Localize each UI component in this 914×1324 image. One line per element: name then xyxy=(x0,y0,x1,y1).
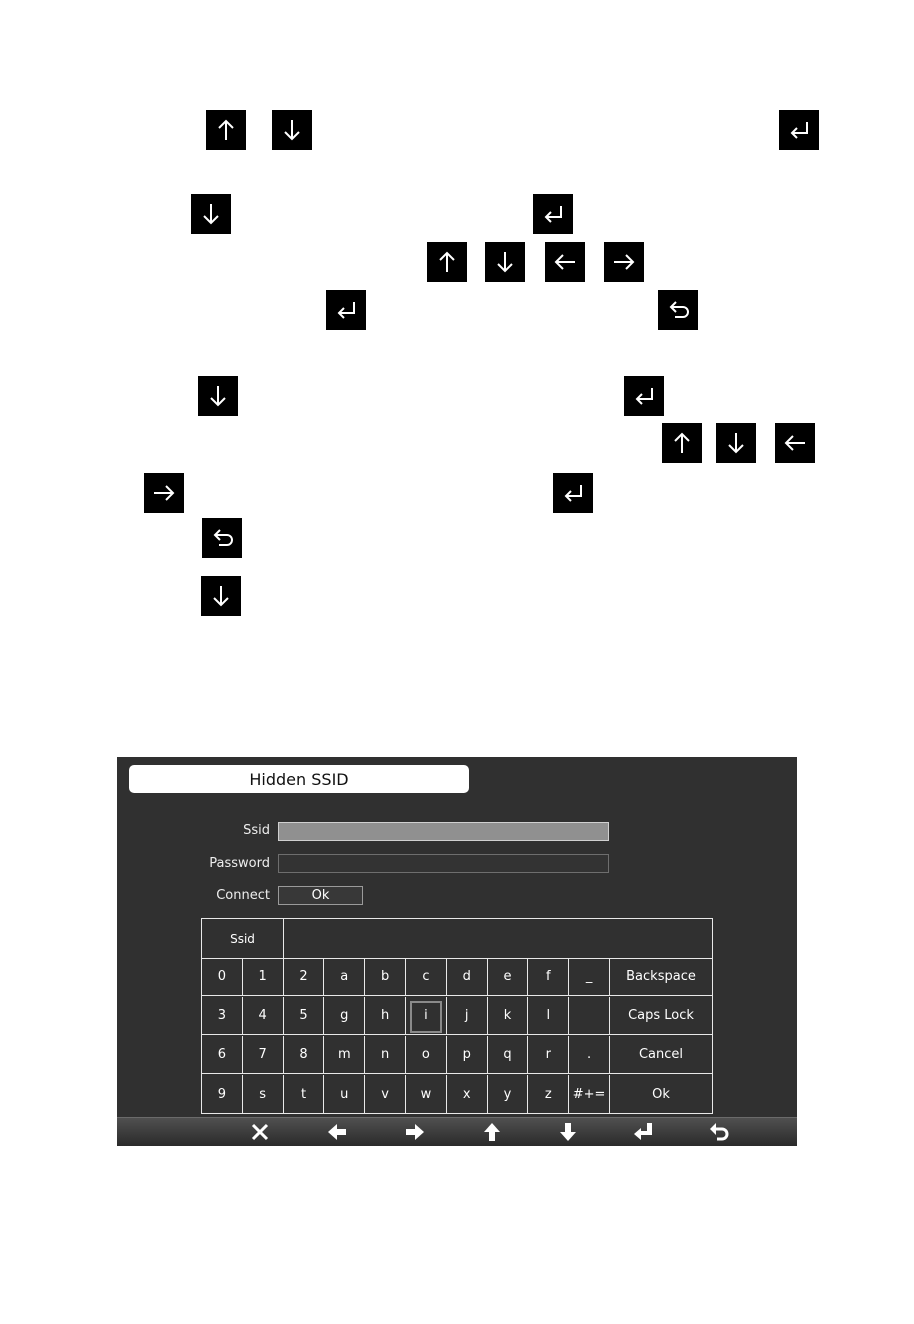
right-arrow-icon[interactable] xyxy=(403,1121,427,1143)
keyboard-key[interactable]: a xyxy=(324,958,365,996)
enter-icon xyxy=(779,110,819,150)
close-icon[interactable] xyxy=(248,1121,272,1143)
keyboard-key[interactable]: 3 xyxy=(202,997,243,1035)
keyboard-key[interactable]: 8 xyxy=(284,1036,325,1074)
return-icon[interactable] xyxy=(707,1121,731,1143)
keyboard-key[interactable]: 4 xyxy=(243,997,284,1035)
right-arrow-icon xyxy=(604,242,644,282)
return-icon xyxy=(658,290,698,330)
keyboard-key[interactable]: r xyxy=(528,1036,569,1074)
left-arrow-icon xyxy=(775,423,815,463)
keyboard-key[interactable]: _ xyxy=(569,958,610,996)
enter-icon xyxy=(326,290,366,330)
up-arrow-icon xyxy=(662,423,702,463)
left-arrow-icon[interactable] xyxy=(325,1121,349,1143)
enter-icon xyxy=(533,194,573,234)
keyboard-key[interactable]: d xyxy=(447,958,488,996)
keyboard-key[interactable]: #+= xyxy=(569,1075,610,1113)
connect-ok-button[interactable]: Ok xyxy=(278,886,363,905)
keyboard-target-label: Ssid xyxy=(202,919,284,958)
keyboard-key[interactable] xyxy=(569,997,610,1035)
ssid-input[interactable] xyxy=(278,822,609,841)
keyboard-key[interactable]: h xyxy=(365,997,406,1035)
up-arrow-icon[interactable] xyxy=(480,1121,504,1143)
keyboard-key[interactable]: v xyxy=(365,1075,406,1113)
ssid-label: Ssid xyxy=(243,823,270,838)
keyboard-key[interactable]: s xyxy=(243,1075,284,1113)
keyboard-key[interactable]: j xyxy=(447,997,488,1035)
keyboard-key[interactable]: p xyxy=(447,1036,488,1074)
keyboard-key[interactable]: g xyxy=(324,997,365,1035)
down-arrow-icon xyxy=(485,242,525,282)
enter-icon xyxy=(553,473,593,513)
up-arrow-icon xyxy=(427,242,467,282)
down-arrow-icon xyxy=(191,194,231,234)
keyboard-key[interactable]: 9 xyxy=(202,1075,243,1113)
keyboard-row xyxy=(202,1075,712,1114)
onscreen-keyboard xyxy=(201,918,713,1114)
keyboard-key[interactable]: k xyxy=(488,997,529,1035)
keyboard-key[interactable]: m xyxy=(324,1036,365,1074)
keyboard-row xyxy=(202,1036,712,1075)
keyboard-key[interactable]: 7 xyxy=(243,1036,284,1074)
keyboard-key[interactable]: e xyxy=(488,958,529,996)
keyboard-key[interactable]: 0 xyxy=(202,958,243,996)
keyboard-key[interactable]: 1 xyxy=(243,958,284,996)
down-arrow-icon xyxy=(272,110,312,150)
keyboard-key[interactable]: x xyxy=(447,1075,488,1113)
keyboard-key[interactable]: q xyxy=(488,1036,529,1074)
hidden-ssid-screen xyxy=(117,757,797,1145)
keyboard-key[interactable]: b xyxy=(365,958,406,996)
connect-label: Connect xyxy=(216,888,270,903)
keyboard-key[interactable]: c xyxy=(406,958,447,996)
keyboard-row xyxy=(202,997,712,1036)
keyboard-row xyxy=(202,958,712,997)
keyboard-key[interactable]: f xyxy=(528,958,569,996)
keyboard-key[interactable]: n xyxy=(365,1036,406,1074)
right-arrow-icon xyxy=(144,473,184,513)
keyboard-target-row xyxy=(202,919,712,959)
down-arrow-icon xyxy=(198,376,238,416)
keyboard-key[interactable]: z xyxy=(528,1075,569,1113)
keyboard-key[interactable]: w xyxy=(406,1075,447,1113)
bottom-toolbar xyxy=(117,1117,797,1146)
keyboard-action-key[interactable]: Cancel xyxy=(610,1036,712,1074)
keyboard-action-key[interactable]: Backspace xyxy=(610,958,712,996)
down-arrow-icon xyxy=(716,423,756,463)
keyboard-key[interactable]: 2 xyxy=(284,958,325,996)
enter-icon xyxy=(624,376,664,416)
keyboard-key[interactable]: y xyxy=(488,1075,529,1113)
enter-icon[interactable] xyxy=(631,1121,655,1143)
password-label: Password xyxy=(209,856,270,871)
dialog-title: Hidden SSID xyxy=(129,765,469,793)
keyboard-key[interactable]: t xyxy=(284,1075,325,1113)
keyboard-key[interactable]: . xyxy=(569,1036,610,1074)
keyboard-key[interactable]: u xyxy=(324,1075,365,1113)
return-icon xyxy=(202,518,242,558)
keyboard-key[interactable]: i xyxy=(406,997,447,1035)
password-input[interactable] xyxy=(278,854,609,873)
down-arrow-icon xyxy=(201,576,241,616)
down-arrow-icon[interactable] xyxy=(556,1121,580,1143)
left-arrow-icon xyxy=(545,242,585,282)
keyboard-key[interactable]: o xyxy=(406,1036,447,1074)
up-arrow-icon xyxy=(206,110,246,150)
keyboard-action-key[interactable]: Caps Lock xyxy=(610,997,712,1035)
keyboard-key[interactable]: l xyxy=(528,997,569,1035)
keyboard-key[interactable]: 6 xyxy=(202,1036,243,1074)
keyboard-action-key[interactable]: Ok xyxy=(652,1086,670,1102)
keyboard-key[interactable]: 5 xyxy=(284,997,325,1035)
